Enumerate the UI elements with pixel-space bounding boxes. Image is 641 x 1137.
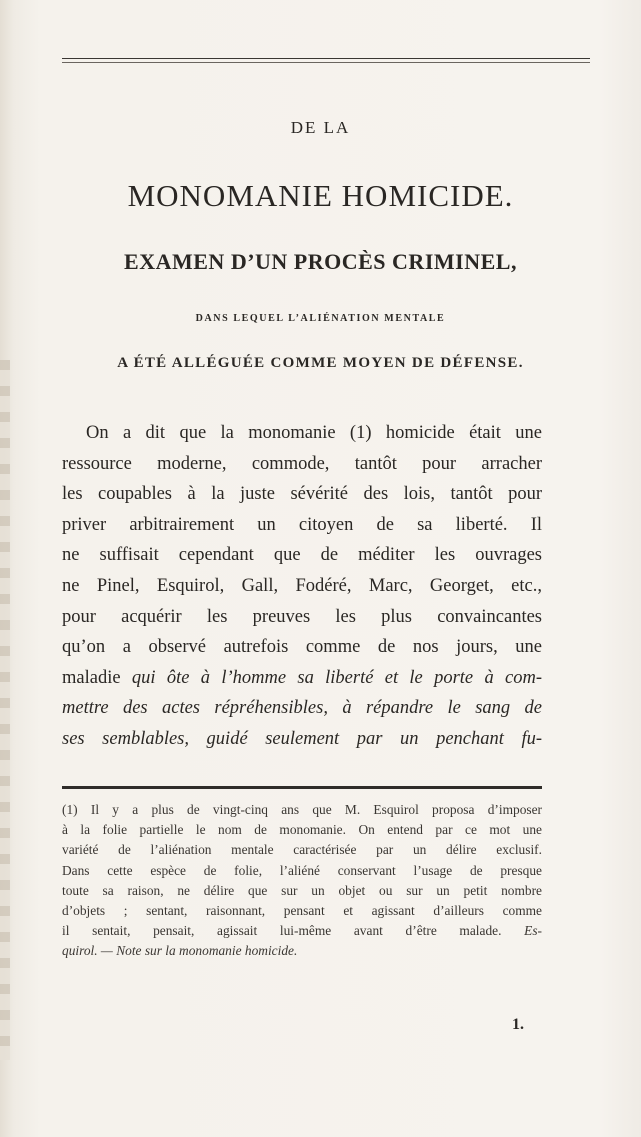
body-paragraph	[62, 418, 542, 755]
body-line-italic: mettre des actes répréhensibles, à répandre le sang de	[62, 698, 542, 719]
footnote-line: (1) Il y a plus de vingt-cinq ans que M. Esquirol proposa d’imposer	[62, 802, 542, 817]
footnote-line-mixed	[62, 921, 542, 941]
top-rule	[62, 58, 590, 59]
signature-mark: 1.	[512, 1016, 524, 1033]
body-line: ne Pinel, Esquirol, Gall, Fodéré, Marc, Georget, etc.,	[62, 575, 542, 596]
footnote-line: toute sa raison, ne délire que sur un objet ou sur un petit nombre	[62, 882, 542, 898]
footnote-source: quirol. — Note sur la monomanie homicide.	[62, 943, 298, 959]
body-line: ressource moderne, commode, tantôt pour arracher	[62, 453, 542, 474]
body-line: les coupables à la juste sévérité des lois, tantôt pour	[62, 484, 542, 505]
footnote-line: à la folie partielle le nom de monomanie. On entend par ce mot une	[62, 822, 542, 838]
body-line-prefix: maladie	[62, 667, 132, 688]
body-line: qu’on a observé autrefois comme de nos jours, une	[62, 637, 542, 658]
page-title: MONOMANIE HOMICIDE.	[127, 178, 514, 213]
body-line: priver arbitrairement un citoyen de sa liberté. Il	[62, 514, 542, 535]
body-line: pour acquérir les preuves les plus convaincantes	[62, 606, 542, 627]
subtitle-dans: DANS LEQUEL L’ALIÉNATION MENTALE	[195, 313, 446, 324]
body-line: ne suffisait cependant que de méditer les ouvrages	[62, 545, 542, 566]
page-binding-edge	[0, 360, 10, 1060]
heading-de-la: DE LA	[290, 118, 351, 137]
body-line-mixed	[62, 663, 542, 694]
top-rule-thin	[62, 62, 590, 63]
subtitle-a-ete: A ÉTÉ ALLÉGUÉE COMME MOYEN DE DÉFENSE.	[117, 355, 524, 371]
body-line-italic: qui ôte à l’homme sa liberté et le porte à com-	[131, 667, 542, 688]
subtitle-examen: EXAMEN D’UN PROCÈS CRIMINEL,	[124, 249, 517, 274]
footnote	[62, 800, 542, 962]
body-line-italic: ses semblables, guidé seulement par un penchant fu-	[62, 728, 542, 749]
footnote-line: variété de l’aliénation mentale caractérisée par un délire exclusif.	[62, 842, 542, 858]
footnote-line: d’objets ; sentant, raisonnant, pensant et agissant d’ailleurs comme	[62, 902, 542, 918]
footnote-rule	[62, 786, 542, 789]
body-line: On a dit que la monomanie (1) homicide était une	[86, 423, 542, 443]
footnote-author: Es-	[524, 923, 542, 939]
footnote-line-text: il sentait, pensait, agissait lui-même avant d’être malade.	[62, 923, 502, 939]
footnote-line: Dans cette espèce de folie, l’aliéné conservant l’usage de presque	[62, 862, 542, 878]
